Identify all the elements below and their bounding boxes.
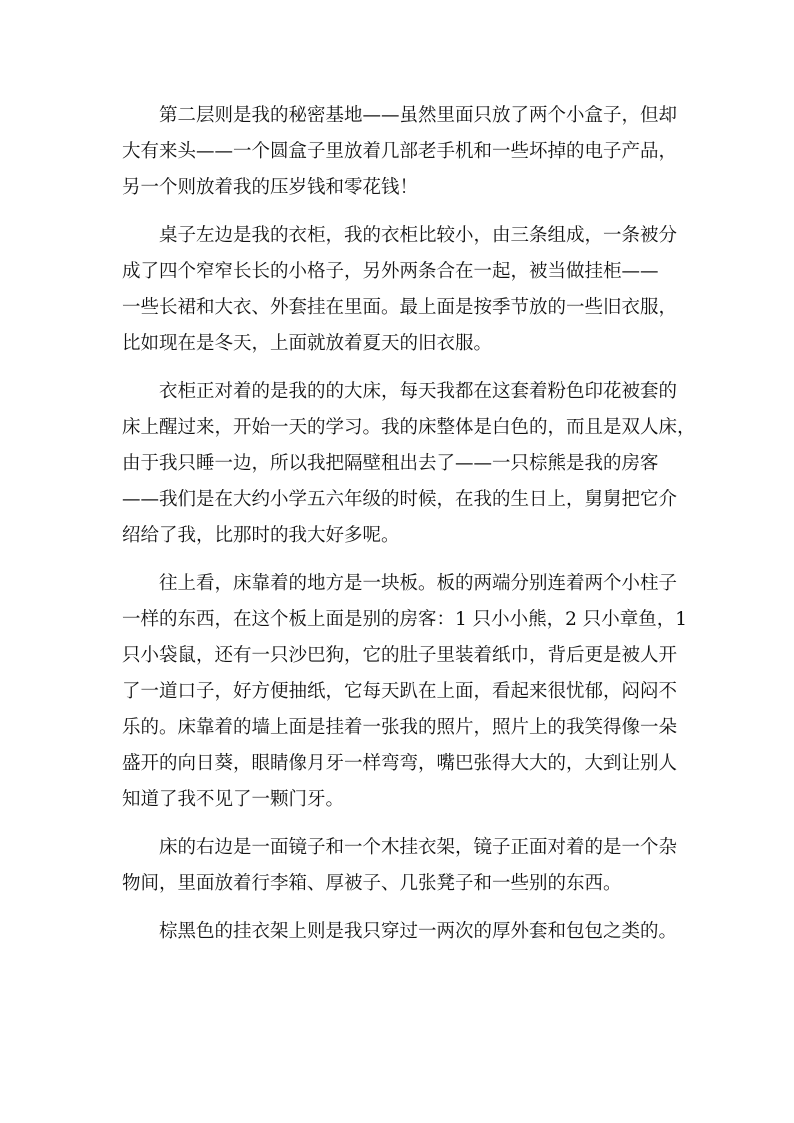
paragraph-line: 由于我只睡一边，所以我把隔壁租出去了——一只棕熊是我的房客 [122,453,659,474]
paragraph-line: 只小袋鼠，还有一只沙巴狗，它的肚子里装着纸巾，背后更是被人开 [122,645,678,666]
paragraph-3 [122,374,696,554]
paragraph-line: 往上看，床靠着的地方是一块板。板的两端分别连着两个小柱子 [159,573,678,594]
paragraph-line: 盛开的向日葵，眼睛像月牙一样弯弯，嘴巴张得大大的，大到让别人 [122,753,678,774]
paragraph-line: 成了四个窄窄长长的小格子，另外两条合在一起，被当做挂柜—— [122,261,659,282]
paragraph-line: 床上醒过来，开始一天的学习。我的床整体是白色的，而且是双人床， [122,417,696,438]
paragraph-line: 衣柜正对着的是我的的大床，每天我都在这套着粉色印花被套的 [159,381,678,402]
paragraph-5 [122,830,678,902]
paragraph-line: ——我们是在大约小学五六年级的时候，在我的生日上，舅舅把它介 [122,489,678,510]
paragraph-line: 棕黑色的挂衣架上则是我只穿过一两次的厚外套和包包之类的。 [159,921,678,942]
paragraph-2 [122,218,678,362]
paragraph-line: 桌子左边是我的衣柜，我的衣柜比较小，由三条组成，一条被分 [159,225,678,246]
paragraph-line: 物间，里面放着行李箱、厚被子、几张凳子和一些别的东西。 [122,873,622,894]
paragraph-1 [122,98,678,206]
paragraph-line: 乐的。床靠着的墙上面是挂着一张我的照片，照片上的我笑得像一朵 [122,717,678,738]
document-body [122,98,696,962]
paragraph-line: 另一个则放着我的压岁钱和零花钱！ [122,177,419,198]
paragraph-line: 比如现在是冬天，上面就放着夏天的旧衣服。 [122,333,493,354]
paragraph-line: 了一道口子，好方便抽纸，它每天趴在上面，看起来很忧郁，闷闷不 [122,681,678,702]
paragraph-line: 知道了我不见了一颗门牙。 [122,789,345,810]
paragraph-line: 床的右边是一面镜子和一个木挂衣架，镜子正面对着的是一个杂 [159,837,678,858]
paragraph-line: 大有来头——一个圆盒子里放着几部老手机和一些坏掉的电子产品， [122,141,678,162]
paragraph-line: 第二层则是我的秘密基地——虽然里面只放了两个小盒子，但却 [159,105,678,126]
paragraph-line: 一样的东西，在这个板上面是别的房客：1 只小小熊，2 只小章鱼，1 [122,609,688,630]
paragraph-line: 绍给了我，比那时的我大好多呢。 [122,525,400,546]
paragraph-line: 一些长裙和大衣、外套挂在里面。最上面是按季节放的一些旧衣服， [122,297,678,318]
paragraph-4 [122,566,688,818]
paragraph-6 [122,914,678,950]
